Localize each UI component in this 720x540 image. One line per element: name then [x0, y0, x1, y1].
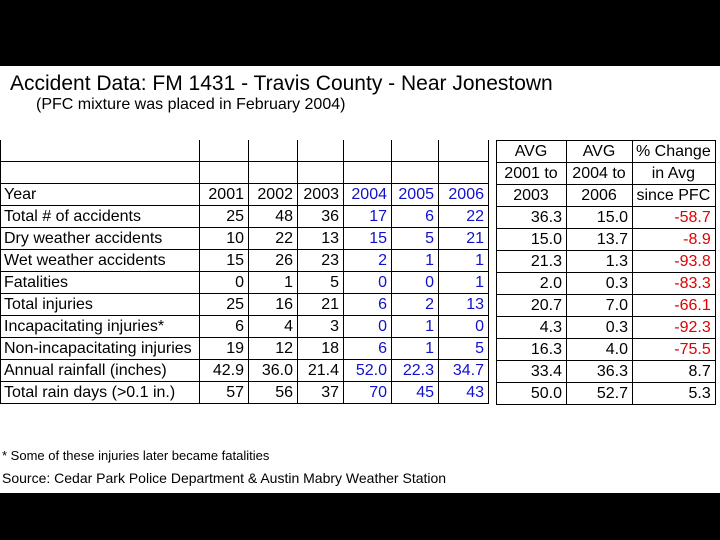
footnote: * Some of these injuries later became fatalities: [2, 448, 270, 463]
year-header-cell: 2002: [249, 184, 298, 206]
table-row: [1, 338, 489, 360]
avg-header-cell: since PFC: [633, 185, 716, 207]
value-cell: 2: [344, 250, 392, 272]
avg-row: [497, 229, 716, 251]
header-spacer-row: [1, 162, 489, 184]
value-cell: 1: [392, 250, 439, 272]
value-cell: 22: [439, 206, 489, 228]
header-spacer-cell: [249, 162, 298, 184]
average-comparison-table: [496, 140, 716, 405]
percent-change-cell: -75.5: [633, 339, 716, 361]
avg-header-cell: AVG: [497, 141, 567, 163]
average-cell: 52.7: [567, 383, 633, 405]
slide-subtitle: (PFC mixture was placed in February 2004): [36, 96, 346, 113]
row-label: Wet weather accidents: [1, 250, 200, 272]
value-cell: 22: [249, 228, 298, 250]
value-cell: 10: [200, 228, 249, 250]
header-spacer-cell: [392, 162, 439, 184]
avg-header-cell: AVG: [567, 141, 633, 163]
value-cell: 0: [392, 272, 439, 294]
value-cell: 12: [249, 338, 298, 360]
value-cell: 6: [344, 294, 392, 316]
year-header-cell: 2001: [200, 184, 249, 206]
value-cell: 6: [344, 338, 392, 360]
average-cell: 50.0: [497, 383, 567, 405]
header-spacer-cell: [249, 140, 298, 162]
accident-data-table: [0, 140, 489, 404]
avg-header-cell: 2004 to: [567, 163, 633, 185]
year-header-cell: 2005: [392, 184, 439, 206]
value-cell: 2: [392, 294, 439, 316]
avg-row: [497, 339, 716, 361]
average-cell: 36.3: [567, 361, 633, 383]
value-cell: 4: [249, 316, 298, 338]
year-header-label: Year: [1, 184, 200, 206]
value-cell: 15: [344, 228, 392, 250]
value-cell: 1: [392, 338, 439, 360]
value-cell: 22.3: [392, 360, 439, 382]
header-spacer-cell: [298, 162, 344, 184]
value-cell: 15: [200, 250, 249, 272]
header-spacer-cell: [200, 162, 249, 184]
value-cell: 18: [298, 338, 344, 360]
value-cell: 21: [439, 228, 489, 250]
value-cell: 0: [344, 272, 392, 294]
value-cell: 36: [298, 206, 344, 228]
row-label: Dry weather accidents: [1, 228, 200, 250]
value-cell: 25: [200, 294, 249, 316]
average-cell: 33.4: [497, 361, 567, 383]
table-row: [1, 382, 489, 404]
value-cell: 6: [200, 316, 249, 338]
value-cell: 36.0: [249, 360, 298, 382]
header-spacer-cell: [439, 140, 489, 162]
percent-change-cell: -92.3: [633, 317, 716, 339]
value-cell: 52.0: [344, 360, 392, 382]
table-row: [1, 206, 489, 228]
value-cell: 0: [200, 272, 249, 294]
year-header-cell: 2006: [439, 184, 489, 206]
slide-title: Accident Data: FM 1431 - Travis County - Near Jonestown: [10, 72, 553, 95]
avg-row: [497, 295, 716, 317]
average-cell: 20.7: [497, 295, 567, 317]
header-spacer-row: [1, 140, 489, 162]
value-cell: 21.4: [298, 360, 344, 382]
percent-change-cell: -8.9: [633, 229, 716, 251]
header-spacer-cell: [200, 140, 249, 162]
average-cell: 1.3: [567, 251, 633, 273]
avg-row: [497, 383, 716, 405]
row-label: Non-incapacitating injuries: [1, 338, 200, 360]
year-header-cell: 2004: [344, 184, 392, 206]
value-cell: 42.9: [200, 360, 249, 382]
value-cell: 0: [344, 316, 392, 338]
value-cell: 34.7: [439, 360, 489, 382]
table-row: [1, 272, 489, 294]
value-cell: 1: [392, 316, 439, 338]
row-label: Incapacitating injuries*: [1, 316, 200, 338]
source-note: Source: Cedar Park Police Department & Austin Mabry Weather Station: [2, 470, 447, 486]
percent-change-cell: -93.8: [633, 251, 716, 273]
row-label: Total injuries: [1, 294, 200, 316]
avg-row: [497, 273, 716, 295]
header-spacer-cell: [344, 140, 392, 162]
average-cell: 13.7: [567, 229, 633, 251]
average-cell: 21.3: [497, 251, 567, 273]
percent-change-cell: -58.7: [633, 207, 716, 229]
average-cell: 2.0: [497, 273, 567, 295]
header-spacer-cell: [1, 140, 200, 162]
value-cell: 45: [392, 382, 439, 404]
value-cell: 57: [200, 382, 249, 404]
value-cell: 48: [249, 206, 298, 228]
average-cell: 36.3: [497, 207, 567, 229]
avg-header-row: [497, 141, 716, 163]
year-header-cell: 2003: [298, 184, 344, 206]
avg-row: [497, 361, 716, 383]
percent-change-cell: 8.7: [633, 361, 716, 383]
value-cell: 25: [200, 206, 249, 228]
avg-row: [497, 317, 716, 339]
average-cell: 4.0: [567, 339, 633, 361]
value-cell: 5: [298, 272, 344, 294]
table-row: [1, 316, 489, 338]
avg-row: [497, 251, 716, 273]
percent-change-cell: 5.3: [633, 383, 716, 405]
avg-header-row: [497, 163, 716, 185]
value-cell: 26: [249, 250, 298, 272]
value-cell: 1: [439, 250, 489, 272]
value-cell: 21: [298, 294, 344, 316]
table-row: [1, 360, 489, 382]
avg-header-cell: 2001 to: [497, 163, 567, 185]
header-spacer-cell: [344, 162, 392, 184]
avg-header-row: [497, 185, 716, 207]
value-cell: 6: [392, 206, 439, 228]
row-label: Fatalities: [1, 272, 200, 294]
value-cell: 1: [439, 272, 489, 294]
value-cell: 13: [439, 294, 489, 316]
avg-header-cell: % Change: [633, 141, 716, 163]
percent-change-cell: -66.1: [633, 295, 716, 317]
average-cell: 0.3: [567, 273, 633, 295]
average-cell: 0.3: [567, 317, 633, 339]
value-cell: 17: [344, 206, 392, 228]
table-row: [1, 250, 489, 272]
average-cell: 4.3: [497, 317, 567, 339]
value-cell: 70: [344, 382, 392, 404]
avg-header-cell: 2003: [497, 185, 567, 207]
value-cell: 5: [392, 228, 439, 250]
value-cell: 19: [200, 338, 249, 360]
value-cell: 56: [249, 382, 298, 404]
row-label: Annual rainfall (inches): [1, 360, 200, 382]
header-spacer-cell: [298, 140, 344, 162]
value-cell: 13: [298, 228, 344, 250]
value-cell: 37: [298, 382, 344, 404]
average-cell: 15.0: [497, 229, 567, 251]
average-cell: 7.0: [567, 295, 633, 317]
header-spacer-cell: [1, 162, 200, 184]
table-row: [1, 228, 489, 250]
value-cell: 16: [249, 294, 298, 316]
value-cell: 23: [298, 250, 344, 272]
value-cell: 3: [298, 316, 344, 338]
percent-change-cell: -83.3: [633, 273, 716, 295]
value-cell: 0: [439, 316, 489, 338]
average-cell: 16.3: [497, 339, 567, 361]
row-label: Total # of accidents: [1, 206, 200, 228]
row-label: Total rain days (>0.1 in.): [1, 382, 200, 404]
avg-row: [497, 207, 716, 229]
value-cell: 5: [439, 338, 489, 360]
header-spacer-cell: [392, 140, 439, 162]
slide: [0, 66, 720, 493]
average-cell: 15.0: [567, 207, 633, 229]
year-header-row: [1, 184, 489, 206]
value-cell: 43: [439, 382, 489, 404]
header-spacer-cell: [439, 162, 489, 184]
avg-header-cell: 2006: [567, 185, 633, 207]
table-row: [1, 294, 489, 316]
avg-header-cell: in Avg: [633, 163, 716, 185]
value-cell: 1: [249, 272, 298, 294]
